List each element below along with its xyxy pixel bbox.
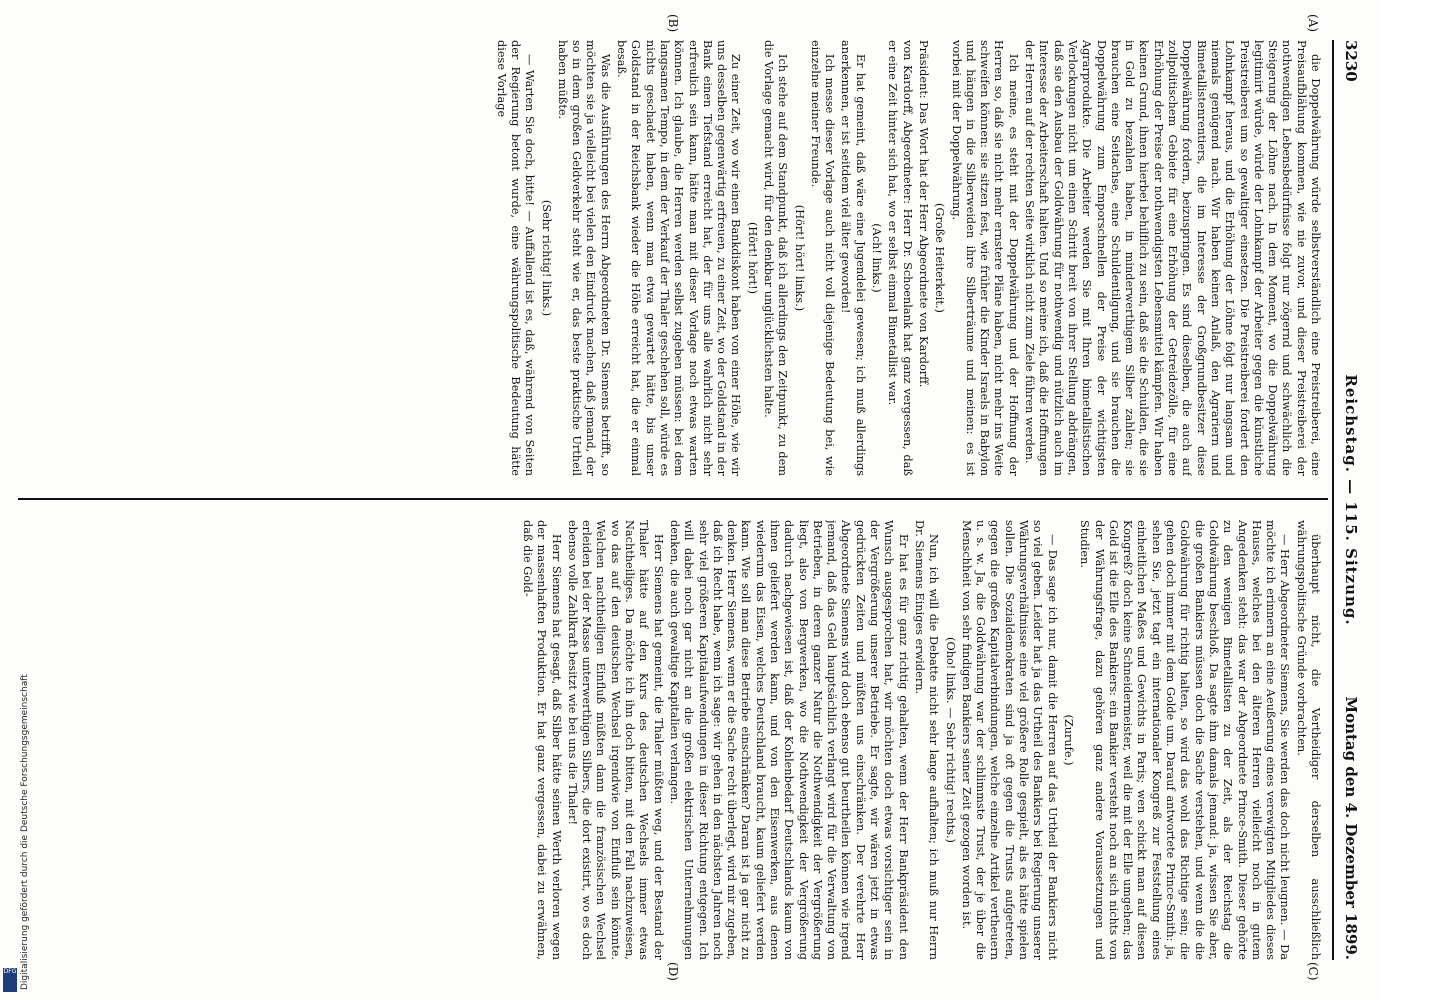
margin-mark-a: (A): [1306, 14, 1320, 33]
interjection: (Zurufe.): [1061, 714, 1075, 766]
paragraph: Ich messe dieser Vorlage auch nicht voll diejenige Bedeutung bei, wie einzelne meiner Freunde.: [808, 40, 837, 476]
left-text-column: [22, 40, 1322, 476]
page-title: Reichstag. — 115. Sitzung.: [1342, 374, 1360, 626]
interjection: (Große Heiterkeit.): [933, 203, 947, 313]
interjection: (Hört! hört! links.): [792, 204, 806, 312]
digitization-credit: [8, 600, 30, 990]
paragraph: Herr Siemens hat gesagt, daß Silber hätte seinen Werth verloren wegen der massenhaften Produktion. Er hat ganz vergessen, dabei zu erwähnen, daß die Gold-: [520, 520, 563, 960]
paragraph: Nun, ich will die Debatte nicht sehr lange aufhalten; ich muß nur Herrn Dr. Siemens Einiges erwidern.: [912, 520, 941, 960]
logo-text: DFG: [3, 968, 17, 975]
paragraph: Ich stehe auf dem Standpunkt, daß ich allerdings den Zeitpunkt, zu dem die Vorlage gemacht wird, für den denkbar unglücklichsten halte.: [762, 40, 790, 476]
right-text-column: [22, 520, 1322, 960]
paragraph: Zu einer Zeit, wo wir einen Bankdiskont haben von einer Höhe, wie wir uns desselben gegenwärtig erfreuen, zu einer Zeit, wo der Goldstand in der Bank einen Tiefstand erreicht hat, der für uns alle wahrlich nicht sehr erfreulich sein kann, hätte man mit dieser Vorlage noch etwas warten können. Ich glaube, die Herren werden selbst zugeben müssen: bei dem langsamen Tempo, in dem der Verkauf der Thaler geschehen soll, würde es nichts geschadet haben, wenn man etwa gewartet hätte, bis unser Goldstand in der Reichsbank wieder die Höhe erreicht hat, die er einmal besaß.: [615, 40, 743, 476]
column-divider: [18, 498, 1328, 500]
speaker-paragraph: von Kardorff, Abgeordneter: Herr Dr. Schoenlank hat ganz vergessen, daß er eine Zeit hinter sich hat, wo er selbst einmal Bimetallist war.: [886, 40, 914, 476]
page-number: 3230: [1342, 40, 1360, 82]
paragraph: — Das sage ich nur, damit die Herren auf das Urtheil der Bankiers nicht so viel geben. Leider hat ja das Urtheil des Bankiers bei Regierung unserer Währungsverhältnisse eine viel größere Rolle gespielt, als es hätte spielen sollen. Die Sozialdemokraten sind ja oft gegen die Trusts aufgetreten, gegen die großen Kapitalverbindungen, welche einzelne Artikel vertheuern u. s. w. Ja, die Goldwährung war der schlimmste Trust, der je über die Menschheit von sehr findigen Bankiers seiner Zeit gezogen worden ist.: [959, 520, 1059, 960]
speaker-paragraph: Präsident: Das Wort hat der Herr Abgeordnete von Kardorff.: [916, 40, 930, 388]
session-date: Montag den 4. Dezember 1899.: [1342, 696, 1360, 960]
page-header: [1332, 40, 1362, 960]
margin-mark-b: (B): [666, 14, 680, 33]
paragraph: Was die Ausführungen des Herrn Abgeordneten Dr. Siemens betrifft, so möchten sie ja vielleicht bei vielen den Eindruck machen, daß jemand, der so in dem großen Geldverkehr steht wie er, das beste praktische Urtheil haben müßte.: [555, 40, 612, 476]
paragraph: Herr Siemens hat gemeint, die Thaler müßten weg, und der Bestand der Thaler hätte auf den Kurs des deutschen Wechsels immer etwas Nachtheiliges. Da möchte ich ihn doch bitten, mit den Fall nachzuweisen, wo das auf den deutschen Wechsel irgendwie von Einfluß sein könnte. Welchen nachtheiligen Einfluß müßten dann die französischen Wechsel erleiden bei der Masse unterwerthigen Silbers, die dort existirt, wo es doch ebenso volle Zahlkraft besitzt wie bei uns die Thaler!: [565, 520, 665, 960]
dfg-logo: [3, 968, 17, 992]
paragraph: die Doppelwährung würde selbstverständlich eine Preistreiberei, eine Preisaufblähung kommen, wie nie zuvor, und dieser Preistreiberei der nothwendigen Lebensbedürfnisse folgt nur zögernd und schwächlich die Steigerung der Löhne nach. In dem Moment, wo die Doppelwährung legitimirt würde, würde der Lohnkampf der Arbeiter gegen die künstliche Preistreiberei um so gewaltiger einsetzen. Die Preistreiberei fordert den Lohnkampf heraus, und die Erhöhung der Löhne folgt nur langsam und niemals genügend nach. Wir haben keinen Anlaß, den Agrariern und Bimetallistenrentiers, die im Interesse der Großgrundbesitzer diese Doppelwährung fordern, beizuspringen. Es sind dieselben, die auch auf zollpolitischem Gebiete für eine Erhöhung der Getreidezölle, für eine Erhöhung der Preise der nothwendigsten Lebensmittel kämpfen. Wir haben keinen Grund, ihnen hierbei behilflich zu sein, daß sie die Schulden, die sie in Gold zu bezahlen haben, in minderwerthigem Silber zahlen; sie brauchen eine Seitachse, eine Schuldentilgung, und sie brauchen die Doppelwährung zum Emporschnellen der Preise der wichtigsten Agrarprodukte. Die Arbeiter werden Sie mit Ihren bimetallistischen Verlockungen nicht um einen Schritt breit von ihrer Stellung abdrängen, daß sie den Ausbau der Goldwährung für nothwendig und nützlich auch im Interesse der Arbeiterschaft halten. Und so meine ich, daß die Hoffnungen der Herren auf der rechten Seite wirklich nicht zum Ziele führen werden.: [1023, 40, 1322, 476]
interjection: (Sehr richtig! links.): [539, 199, 553, 317]
interjection: (Oho! links. — Sehr richtig! rechts.): [943, 637, 957, 843]
margin-mark-d: (D): [666, 962, 680, 981]
credit-text: Digitalisierung gefördert durch die Deutsche Forschungsgemeinschaft: [20, 674, 30, 990]
paragraph: überhaupt nicht, die Vertheidiger derselben ausschließlich währungspolitische Gründe vorbrachten.: [1294, 520, 1322, 960]
paragraph: — Warten Sie doch, bitte! — Auffallend ist es, daß, während von Seiten der Regierung betont wurde, eine währungspolitische Bedeutung hätte diese Vorlage: [494, 40, 537, 476]
paragraph: Ich meine, es steht mit der Doppelwährung und der Hoffnung der Herren so, daß sie nicht mehr ernstere Pläne haben, nicht mehr ins Weite schweifen können: sie sitzen fest, wie früher die Kinder Israels in Babylon und hängen in die Silberweiden ihre Silberträume und meinen: es ist vorbei mit der Doppelwährung.: [949, 40, 1020, 476]
margin-mark-c: (C): [1306, 962, 1320, 981]
interjection: (Hört! hört!): [745, 221, 759, 295]
paragraph: Er hat es für ganz richtig gehalten, wenn der Herr Bankpräsident den Wunsch ausgesprochen hat, wir möchten doch etwas vorsichtiger sein in der Vergrößerung unserer Betriebe. Er sagte, wir wären jetzt in etwas gedrückten Zeiten und müßten uns einschränken. Der verehrte Herr Abgeordnete Siemens wird doch ebenso gut beurtheilen können wie irgend jemand, daß das Geld hauptsächlich verlangt wird für die Verwaltung von Betrieben, in deren ganzer Natur die Nothwendigkeit der Vergrößerung liegt, also von Bergwerken, wo die Nothwendigkeit der Vergrößerung dadurch nachgewiesen ist, daß der Kohlenbedarf Deutschlands kaum von ihnen geliefert werden kann, und von den Eisenwerken, aus denen wiederum das Eisen, welches Deutschland braucht, kaum geliefert werden kann. Wie soll man diese Betriebe einschränken? Daran ist ja gar nicht zu denken. Herr Siemens, wenn er die Sache recht überlegt, wird mir zugeben, daß ich Recht habe, wenn ich sage: wir gehen in den nächsten Jahren noch sehr viel größeren Kapitalaufwendungen in dieser Richtung entgegen. Ich will dabei noch gar nicht an die großen elektrischen Unternehmungen denken, die auch gewaltige Kapitalien verlangen.: [667, 520, 910, 960]
interjection: (Ach! links.): [870, 223, 884, 293]
paragraph: — Herr Abgeordneter Siemens, Sie werden das doch nicht leugnen. — Da möchte ich erinnern an eine Aeußerung eines verewigten Mitgliedes dieses Hauses, welches bei den älteren Herren vielleicht noch in gutem Angedenken steht: das war der Abgeordnete Prince-Smith. Dieser gehörte zu den wenigen Bimetallisten zu der Zeit, als der Reichstag die Goldwährung beschloß. Da sagte ihm damals jemand: ja, wissen Sie aber, die großen Bankiers müssen doch die Sache verstehen, und wenn die die Goldwährung für richtig halten, so wird das wohl das Richtige sein; die gehen doch immer mit dem Golde um. Darauf antwortete Prince-Smith: ja, sehen Sie, jetzt tagt ein internationaler Kongreß zur Feststellung eines einheitlichen Maßes und Gewichts in Paris; wen schickt man auf diesen Kongreß? doch keine Schneidermeister, weil die mit der Elle umgehen; das Gold ist die Elle des Bankiers: ein Bankier versteht noch an sich nichts von der Währungsfrage, dazu gehören ganz andere Voraussetzungen und Studien.: [1078, 520, 1292, 960]
paragraph: Er hat gemeint, daß wäre eine Jugendelei gewesen; ich muß allerdings anerkennen, er ist seitdem viel älter geworden!: [839, 40, 867, 476]
